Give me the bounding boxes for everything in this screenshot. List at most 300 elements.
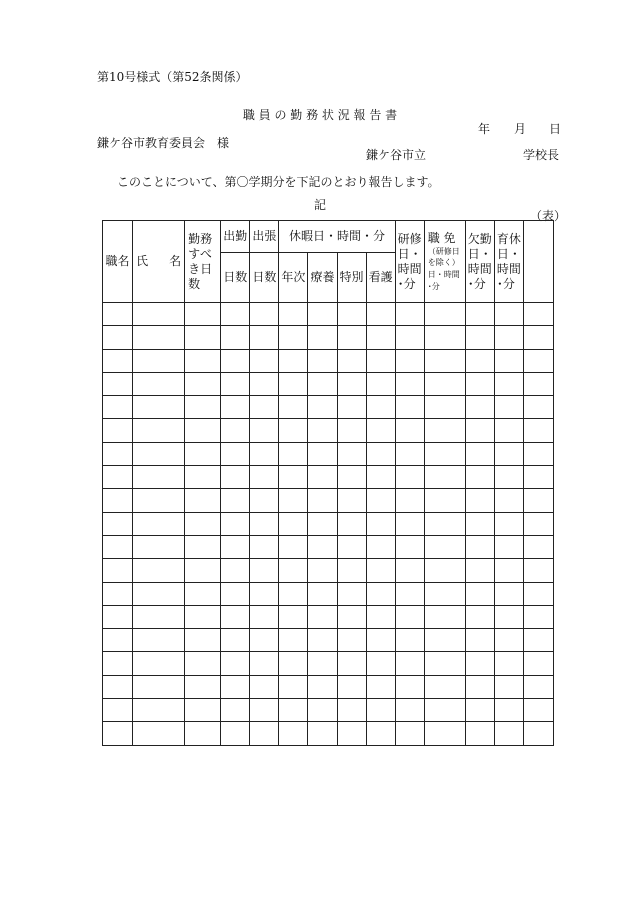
- table-cell[interactable]: [494, 489, 523, 512]
- table-cell[interactable]: [366, 466, 395, 489]
- table-cell[interactable]: [221, 582, 250, 605]
- table-cell[interactable]: [523, 489, 553, 512]
- table-cell[interactable]: [337, 582, 366, 605]
- table-cell[interactable]: [337, 722, 366, 745]
- table-cell[interactable]: [366, 605, 395, 628]
- table-cell[interactable]: [308, 652, 337, 675]
- table-cell[interactable]: [424, 326, 465, 349]
- table-cell[interactable]: [395, 535, 424, 558]
- table-cell[interactable]: [279, 466, 308, 489]
- table-cell[interactable]: [103, 396, 133, 419]
- table-cell[interactable]: [395, 582, 424, 605]
- table-row: [103, 605, 554, 628]
- table-cell[interactable]: [523, 512, 553, 535]
- table-cell[interactable]: [103, 699, 133, 722]
- table-cell[interactable]: [185, 675, 221, 698]
- school-suffix: 学校長: [523, 148, 560, 162]
- table-cell[interactable]: [308, 512, 337, 535]
- table-cell[interactable]: [465, 419, 494, 442]
- table-cell[interactable]: [185, 419, 221, 442]
- attendance-report-table: [102, 220, 554, 746]
- table-cell[interactable]: [494, 326, 523, 349]
- table-cell[interactable]: [337, 652, 366, 675]
- table-cell[interactable]: [221, 419, 250, 442]
- table-cell[interactable]: [133, 629, 185, 652]
- table-cell[interactable]: [133, 582, 185, 605]
- date-day-label: 日: [549, 122, 562, 136]
- table-cell[interactable]: [250, 652, 279, 675]
- table-cell[interactable]: [424, 559, 465, 582]
- table-cell[interactable]: [103, 559, 133, 582]
- table-cell[interactable]: [465, 535, 494, 558]
- header-name: 氏 名: [133, 221, 185, 303]
- table-cell[interactable]: [308, 582, 337, 605]
- table-cell[interactable]: [395, 466, 424, 489]
- header-leave-nursing: 看護: [366, 253, 395, 303]
- table-cell[interactable]: [337, 349, 366, 372]
- table-cell[interactable]: [279, 582, 308, 605]
- table-cell[interactable]: [133, 303, 185, 326]
- table-cell[interactable]: [465, 326, 494, 349]
- table-cell[interactable]: [185, 605, 221, 628]
- table-cell[interactable]: [279, 489, 308, 512]
- table-cell[interactable]: [103, 419, 133, 442]
- table-cell[interactable]: [523, 582, 553, 605]
- table-cell[interactable]: [250, 466, 279, 489]
- table-row: [103, 559, 554, 582]
- table-cell[interactable]: [366, 699, 395, 722]
- table-cell[interactable]: [424, 489, 465, 512]
- table-cell[interactable]: [279, 699, 308, 722]
- table-cell[interactable]: [523, 466, 553, 489]
- table-cell[interactable]: [337, 442, 366, 465]
- table-cell[interactable]: [494, 559, 523, 582]
- table-cell[interactable]: [103, 722, 133, 745]
- table-cell[interactable]: [185, 396, 221, 419]
- table-cell[interactable]: [133, 489, 185, 512]
- table-cell[interactable]: [424, 466, 465, 489]
- table-cell[interactable]: [103, 372, 133, 395]
- table-cell[interactable]: [494, 512, 523, 535]
- table-cell[interactable]: [523, 722, 553, 745]
- table-cell[interactable]: [250, 396, 279, 419]
- table-cell[interactable]: [523, 326, 553, 349]
- table-cell[interactable]: [133, 675, 185, 698]
- table-cell[interactable]: [395, 372, 424, 395]
- table-cell[interactable]: [494, 396, 523, 419]
- table-cell[interactable]: [308, 559, 337, 582]
- table-cell[interactable]: [308, 489, 337, 512]
- table-cell[interactable]: [185, 582, 221, 605]
- table-cell[interactable]: [337, 675, 366, 698]
- table-cell[interactable]: [465, 442, 494, 465]
- table-cell[interactable]: [465, 559, 494, 582]
- table-cell[interactable]: [250, 489, 279, 512]
- table-cell[interactable]: [395, 605, 424, 628]
- table-cell[interactable]: [366, 419, 395, 442]
- table-cell[interactable]: [494, 605, 523, 628]
- table-cell[interactable]: [523, 372, 553, 395]
- table-cell[interactable]: [308, 466, 337, 489]
- table-cell[interactable]: [523, 629, 553, 652]
- table-cell[interactable]: [465, 372, 494, 395]
- table-cell[interactable]: [308, 722, 337, 745]
- table-cell[interactable]: [308, 419, 337, 442]
- side-label: （表）: [530, 209, 567, 223]
- table-cell[interactable]: [523, 699, 553, 722]
- table-cell[interactable]: [337, 605, 366, 628]
- table-cell[interactable]: [424, 512, 465, 535]
- table-cell[interactable]: [185, 349, 221, 372]
- table-cell[interactable]: [308, 629, 337, 652]
- table-cell[interactable]: [103, 652, 133, 675]
- table-cell[interactable]: [366, 722, 395, 745]
- table-cell[interactable]: [366, 489, 395, 512]
- header-training: 研修 日・ 時間 ･分: [395, 221, 424, 303]
- table-cell[interactable]: [523, 675, 553, 698]
- table-row: [103, 466, 554, 489]
- table-cell[interactable]: [424, 442, 465, 465]
- table-cell[interactable]: [523, 419, 553, 442]
- body-text: このことについて、第〇学期分を下記のとおり報告します。: [117, 175, 440, 189]
- table-cell[interactable]: [185, 629, 221, 652]
- table-cell[interactable]: [494, 303, 523, 326]
- table-cell[interactable]: [279, 396, 308, 419]
- table-cell[interactable]: [103, 512, 133, 535]
- table-cell[interactable]: [366, 629, 395, 652]
- table-cell[interactable]: [221, 442, 250, 465]
- table-cell[interactable]: [308, 699, 337, 722]
- table-cell[interactable]: [494, 442, 523, 465]
- table-cell[interactable]: [308, 349, 337, 372]
- table-cell[interactable]: [523, 303, 553, 326]
- table-cell[interactable]: [424, 396, 465, 419]
- table-cell[interactable]: [523, 652, 553, 675]
- table-cell[interactable]: [185, 535, 221, 558]
- table-cell[interactable]: [366, 559, 395, 582]
- table-cell[interactable]: [424, 419, 465, 442]
- table-cell[interactable]: [221, 629, 250, 652]
- table-cell[interactable]: [279, 722, 308, 745]
- table-cell[interactable]: [279, 535, 308, 558]
- table-cell[interactable]: [221, 466, 250, 489]
- table-cell[interactable]: [279, 605, 308, 628]
- table-cell[interactable]: [337, 699, 366, 722]
- table-cell[interactable]: [221, 675, 250, 698]
- table-cell[interactable]: [494, 582, 523, 605]
- table-cell[interactable]: [424, 349, 465, 372]
- table-cell[interactable]: [337, 466, 366, 489]
- table-cell[interactable]: [366, 512, 395, 535]
- header-leave-annual: 年次: [279, 253, 308, 303]
- table-cell[interactable]: [279, 326, 308, 349]
- table-cell[interactable]: [366, 326, 395, 349]
- table-cell[interactable]: [337, 489, 366, 512]
- table-cell[interactable]: [221, 326, 250, 349]
- table-cell[interactable]: [465, 466, 494, 489]
- header-business-trip-top: 出張: [250, 221, 279, 253]
- table-cell[interactable]: [250, 605, 279, 628]
- header-row-1: [103, 221, 554, 253]
- table-cell[interactable]: [337, 326, 366, 349]
- table-cell[interactable]: [494, 349, 523, 372]
- table-cell[interactable]: [523, 396, 553, 419]
- table-cell[interactable]: [395, 675, 424, 698]
- table-cell[interactable]: [250, 512, 279, 535]
- table-row: [103, 372, 554, 395]
- table-cell[interactable]: [395, 349, 424, 372]
- table-cell[interactable]: [279, 559, 308, 582]
- table-cell[interactable]: [465, 699, 494, 722]
- table-cell[interactable]: [424, 722, 465, 745]
- table-cell[interactable]: [133, 559, 185, 582]
- table-cell[interactable]: [221, 605, 250, 628]
- table-cell[interactable]: [337, 396, 366, 419]
- table-cell[interactable]: [133, 466, 185, 489]
- table-cell[interactable]: [185, 489, 221, 512]
- table-cell[interactable]: [103, 535, 133, 558]
- table-cell[interactable]: [185, 442, 221, 465]
- table-cell[interactable]: [465, 396, 494, 419]
- table-cell[interactable]: [221, 512, 250, 535]
- table-cell[interactable]: [465, 652, 494, 675]
- table-cell[interactable]: [465, 349, 494, 372]
- table-cell[interactable]: [133, 535, 185, 558]
- table-row: [103, 349, 554, 372]
- table-cell[interactable]: [279, 512, 308, 535]
- form-number: 第10号様式（第52条関係）: [97, 70, 248, 84]
- table-cell[interactable]: [366, 582, 395, 605]
- table-cell[interactable]: [395, 559, 424, 582]
- table-row: [103, 396, 554, 419]
- table-cell[interactable]: [185, 372, 221, 395]
- table-cell[interactable]: [185, 466, 221, 489]
- table-cell[interactable]: [424, 652, 465, 675]
- table-cell[interactable]: [185, 326, 221, 349]
- table-cell[interactable]: [523, 605, 553, 628]
- school-prefix: 鎌ケ谷市立: [366, 148, 427, 162]
- table-cell[interactable]: [221, 559, 250, 582]
- table-cell[interactable]: [221, 699, 250, 722]
- table-row: [103, 582, 554, 605]
- table-cell[interactable]: [250, 559, 279, 582]
- table-cell[interactable]: [337, 559, 366, 582]
- table-cell[interactable]: [133, 699, 185, 722]
- table-cell[interactable]: [133, 722, 185, 745]
- table-cell[interactable]: [133, 652, 185, 675]
- table-cell[interactable]: [395, 396, 424, 419]
- table-cell[interactable]: [424, 303, 465, 326]
- table-cell[interactable]: [395, 489, 424, 512]
- table-cell[interactable]: [523, 559, 553, 582]
- table-cell[interactable]: [250, 535, 279, 558]
- table-cell[interactable]: [250, 629, 279, 652]
- table-cell[interactable]: [103, 326, 133, 349]
- table-cell[interactable]: [366, 442, 395, 465]
- table-cell[interactable]: [366, 535, 395, 558]
- table-cell[interactable]: [424, 675, 465, 698]
- table-cell[interactable]: [337, 372, 366, 395]
- table-cell[interactable]: [308, 372, 337, 395]
- table-cell[interactable]: [366, 396, 395, 419]
- table-cell[interactable]: [279, 349, 308, 372]
- table-row: [103, 535, 554, 558]
- table-cell[interactable]: [366, 349, 395, 372]
- table-cell[interactable]: [250, 699, 279, 722]
- table-cell[interactable]: [308, 396, 337, 419]
- table-cell[interactable]: [133, 419, 185, 442]
- table-cell[interactable]: [279, 675, 308, 698]
- ki-label: 記: [313, 198, 326, 212]
- table-row: [103, 442, 554, 465]
- table-cell[interactable]: [395, 722, 424, 745]
- table-cell[interactable]: [424, 605, 465, 628]
- table-cell[interactable]: [494, 535, 523, 558]
- table-cell[interactable]: [308, 675, 337, 698]
- table-cell[interactable]: [250, 582, 279, 605]
- table-cell[interactable]: [308, 442, 337, 465]
- table-cell[interactable]: [250, 326, 279, 349]
- table-cell[interactable]: [395, 442, 424, 465]
- table-cell[interactable]: [395, 326, 424, 349]
- table-cell[interactable]: [185, 559, 221, 582]
- table-cell[interactable]: [103, 442, 133, 465]
- table-cell[interactable]: [424, 699, 465, 722]
- header-leave-special: 特別: [337, 253, 366, 303]
- table-cell[interactable]: [250, 722, 279, 745]
- table-cell[interactable]: [279, 372, 308, 395]
- table-cell[interactable]: [424, 629, 465, 652]
- table-cell[interactable]: [494, 419, 523, 442]
- table-cell[interactable]: [250, 419, 279, 442]
- table-cell[interactable]: [279, 419, 308, 442]
- table-cell[interactable]: [465, 675, 494, 698]
- table-cell[interactable]: [221, 349, 250, 372]
- table-cell[interactable]: [103, 489, 133, 512]
- table-cell[interactable]: [103, 675, 133, 698]
- table-cell[interactable]: [395, 699, 424, 722]
- table-cell[interactable]: [395, 419, 424, 442]
- table-cell[interactable]: [424, 535, 465, 558]
- table-cell[interactable]: [250, 442, 279, 465]
- table-cell[interactable]: [337, 419, 366, 442]
- table-cell[interactable]: [523, 535, 553, 558]
- table-cell[interactable]: [185, 512, 221, 535]
- table-cell[interactable]: [133, 605, 185, 628]
- table-cell[interactable]: [221, 722, 250, 745]
- table-cell[interactable]: [494, 652, 523, 675]
- table-cell[interactable]: [494, 699, 523, 722]
- table-cell[interactable]: [424, 582, 465, 605]
- table-cell[interactable]: [133, 372, 185, 395]
- table-cell[interactable]: [308, 326, 337, 349]
- table-row: [103, 722, 554, 745]
- table-cell[interactable]: [279, 652, 308, 675]
- table-cell[interactable]: [523, 349, 553, 372]
- table-cell[interactable]: [494, 372, 523, 395]
- table-cell[interactable]: [250, 675, 279, 698]
- table-cell[interactable]: [221, 489, 250, 512]
- header-leave-medical: 療養: [308, 253, 337, 303]
- table-cell[interactable]: [103, 466, 133, 489]
- table-cell[interactable]: [185, 699, 221, 722]
- table-cell[interactable]: [185, 722, 221, 745]
- table-cell[interactable]: [494, 675, 523, 698]
- table-row: [103, 675, 554, 698]
- table-cell[interactable]: [366, 372, 395, 395]
- table-cell[interactable]: [465, 582, 494, 605]
- table-cell[interactable]: [103, 605, 133, 628]
- header-childcare: 育休 日・ 時間 ･分: [494, 221, 523, 303]
- table-cell[interactable]: [523, 442, 553, 465]
- date-year-label: 年: [478, 122, 491, 136]
- date-month-label: 月: [514, 122, 527, 136]
- table-cell[interactable]: [465, 303, 494, 326]
- table-cell[interactable]: [366, 303, 395, 326]
- table-cell[interactable]: [494, 722, 523, 745]
- table-cell[interactable]: [395, 652, 424, 675]
- table-cell[interactable]: [395, 629, 424, 652]
- table-cell[interactable]: [133, 442, 185, 465]
- table-cell[interactable]: [221, 372, 250, 395]
- table-cell[interactable]: [221, 652, 250, 675]
- table-cell[interactable]: [308, 303, 337, 326]
- table-cell[interactable]: [366, 675, 395, 698]
- table-cell[interactable]: [133, 326, 185, 349]
- table-cell[interactable]: [103, 629, 133, 652]
- table-cell[interactable]: [185, 652, 221, 675]
- table-cell[interactable]: [308, 535, 337, 558]
- table-cell[interactable]: [279, 629, 308, 652]
- table-cell[interactable]: [250, 372, 279, 395]
- table-cell[interactable]: [133, 349, 185, 372]
- table-cell[interactable]: [465, 489, 494, 512]
- table-cell[interactable]: [395, 303, 424, 326]
- table-cell[interactable]: [185, 303, 221, 326]
- table-cell[interactable]: [465, 605, 494, 628]
- table-cell[interactable]: [337, 303, 366, 326]
- table-cell[interactable]: [221, 535, 250, 558]
- table-row: [103, 652, 554, 675]
- table-row: [103, 419, 554, 442]
- table-cell[interactable]: [133, 396, 185, 419]
- addressee: 鎌ケ谷市教育委員会 様: [97, 136, 230, 150]
- table-cell[interactable]: [103, 349, 133, 372]
- table-cell[interactable]: [250, 303, 279, 326]
- table-cell[interactable]: [103, 303, 133, 326]
- table-cell[interactable]: [103, 582, 133, 605]
- table-cell[interactable]: [279, 442, 308, 465]
- table-cell[interactable]: [465, 512, 494, 535]
- table-cell[interactable]: [366, 652, 395, 675]
- table-cell[interactable]: [133, 512, 185, 535]
- table-cell[interactable]: [337, 535, 366, 558]
- table-cell[interactable]: [221, 303, 250, 326]
- table-cell[interactable]: [279, 303, 308, 326]
- table-cell[interactable]: [465, 722, 494, 745]
- header-post: 職名: [103, 221, 133, 303]
- table-cell[interactable]: [395, 512, 424, 535]
- table-cell[interactable]: [494, 629, 523, 652]
- table-cell[interactable]: [337, 629, 366, 652]
- table-cell[interactable]: [494, 466, 523, 489]
- table-cell[interactable]: [308, 605, 337, 628]
- table-cell[interactable]: [424, 372, 465, 395]
- table-cell[interactable]: [465, 629, 494, 652]
- table-cell[interactable]: [337, 512, 366, 535]
- table-cell[interactable]: [221, 396, 250, 419]
- table-cell[interactable]: [250, 349, 279, 372]
